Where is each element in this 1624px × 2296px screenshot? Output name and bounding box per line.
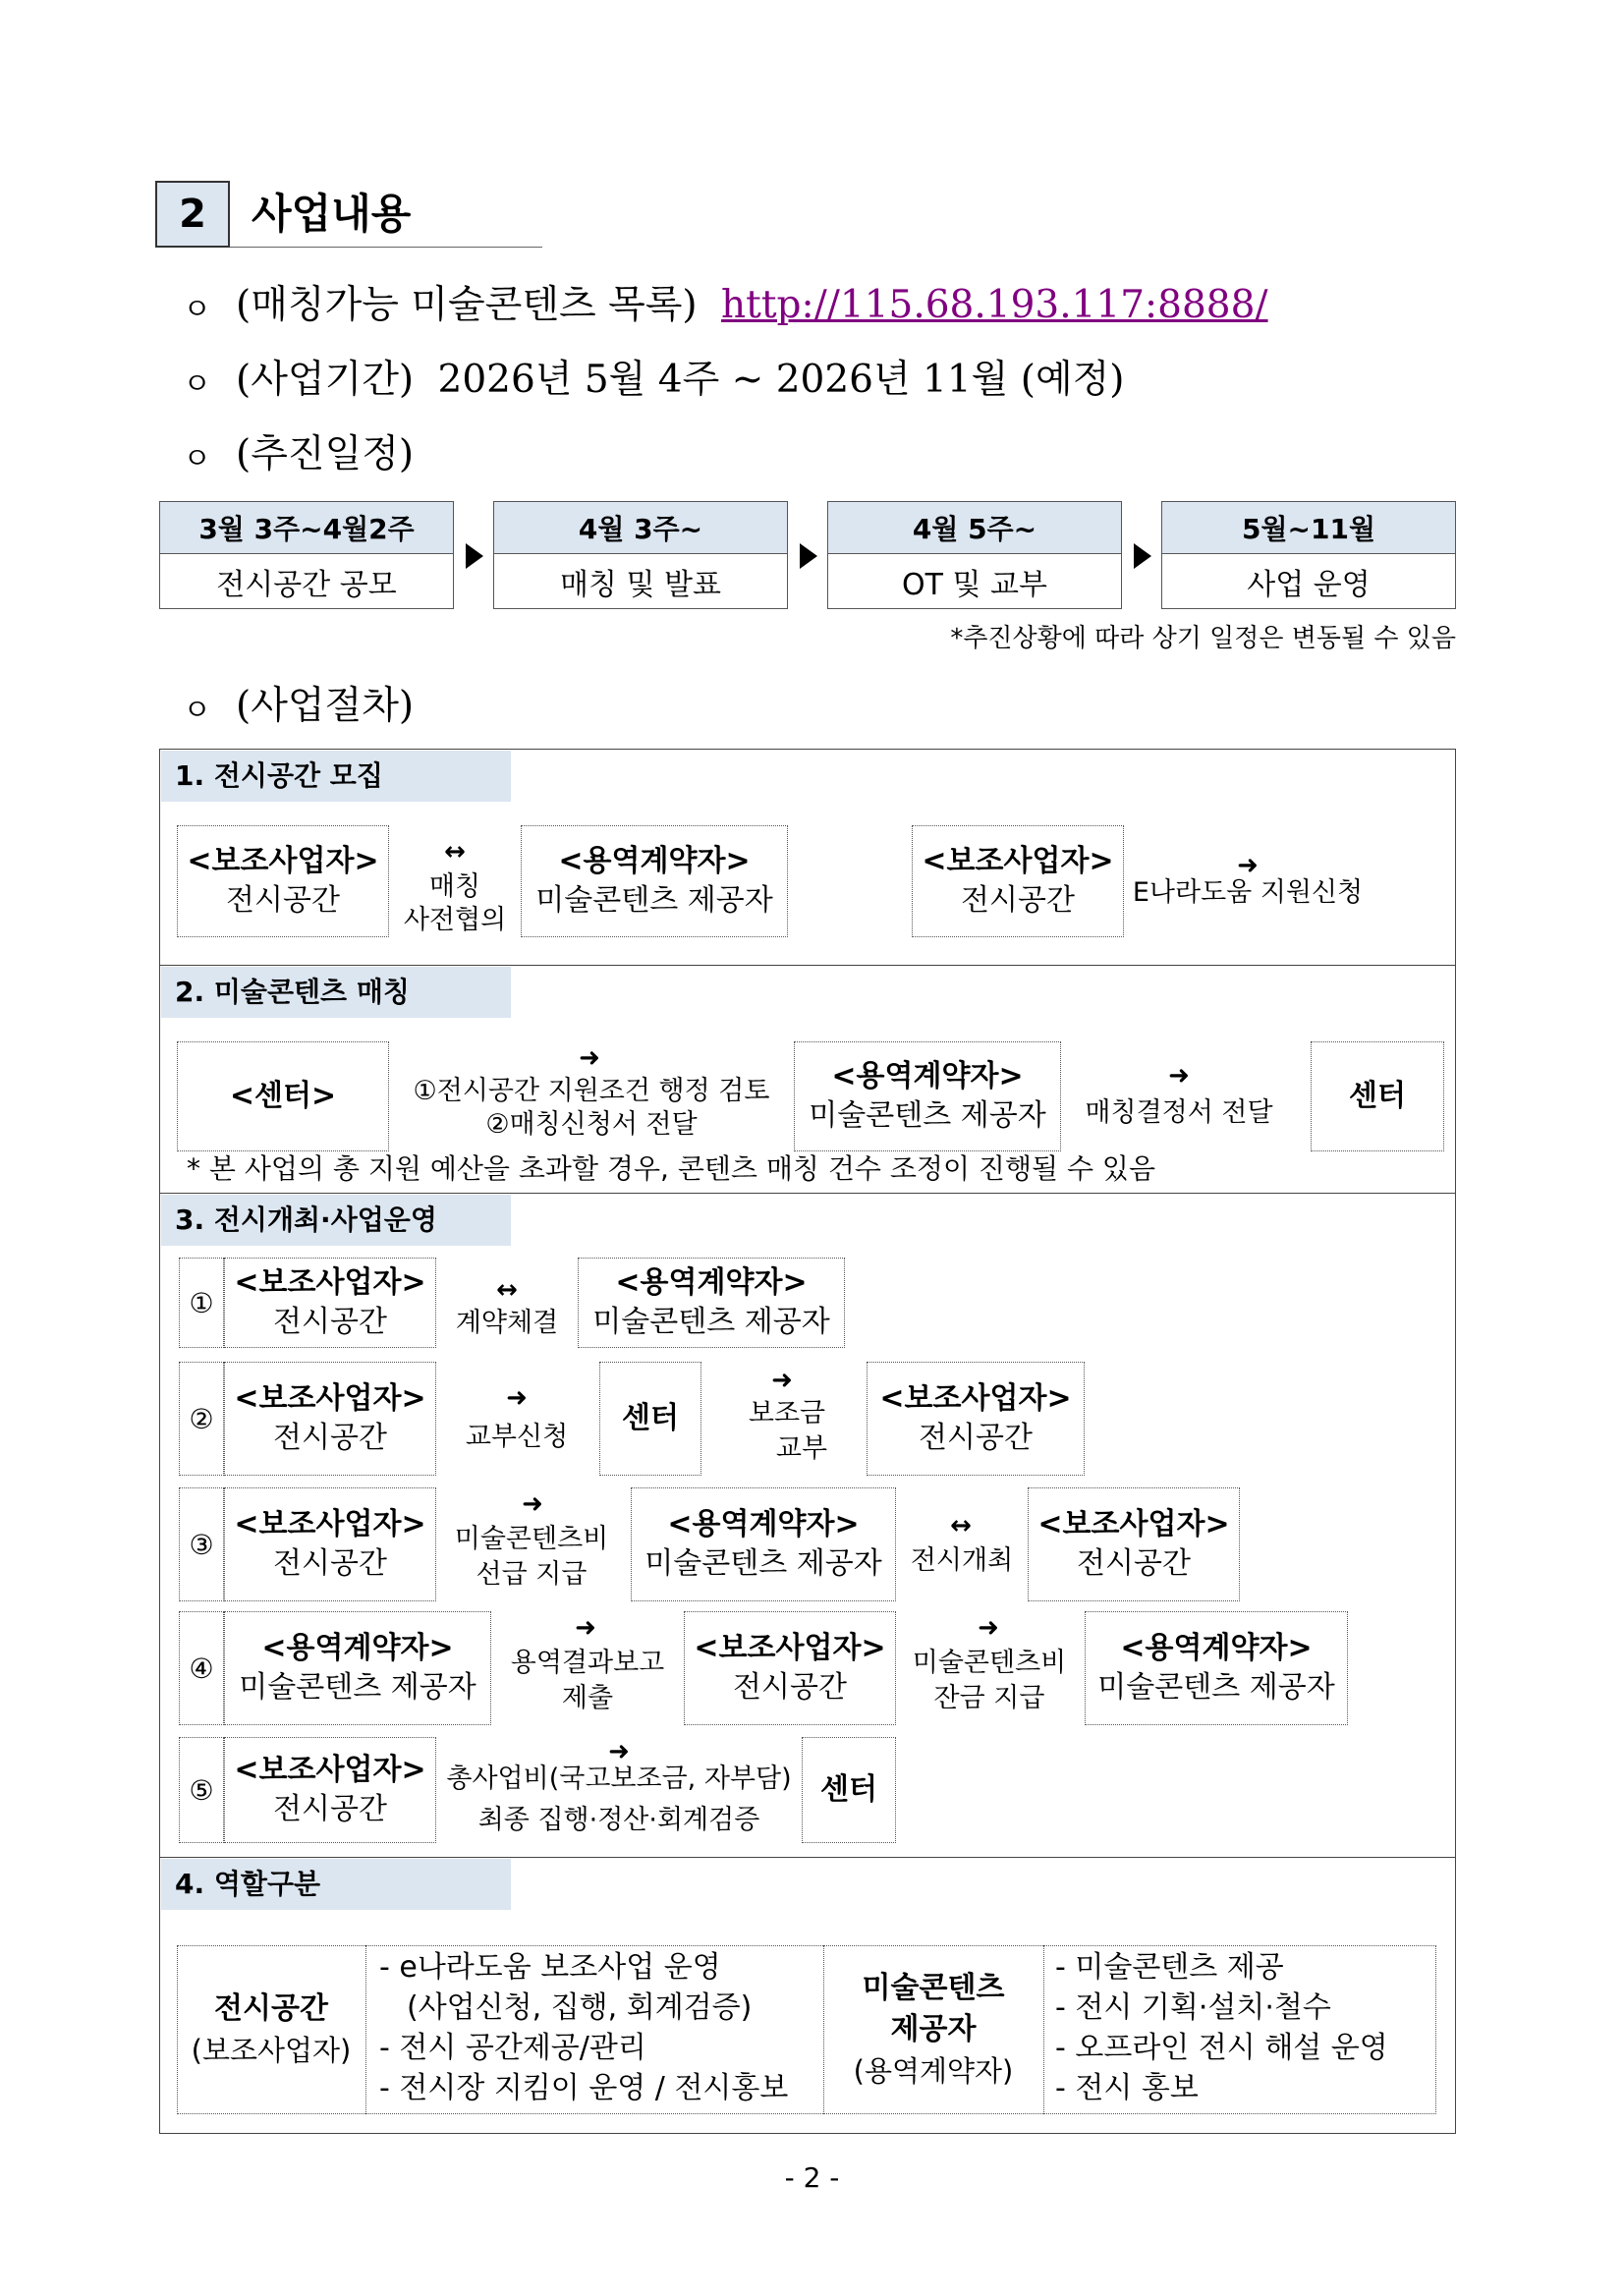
schedule-period: 4월 3주~ xyxy=(494,502,787,554)
duty-item: - 오프라인 전시 해설 운영 xyxy=(1055,2031,1388,2065)
arrow-right-icon: ➜ xyxy=(575,1613,596,1643)
grant-request-label: 교부신청 xyxy=(465,1422,569,1452)
deliver-label: 매칭결정서 전달 xyxy=(1085,1097,1273,1128)
exhibition-open-label: 전시개최 xyxy=(910,1545,1014,1576)
service-contractor-box xyxy=(578,1258,845,1348)
role-name-exhibition-space xyxy=(177,1945,365,2114)
balance-payment-label xyxy=(900,1645,1079,1717)
matching-text-2: 사전협의 xyxy=(403,905,507,935)
schedule-label: (추진일정) xyxy=(236,432,415,476)
role-body: 미술콘텐츠 제공자 xyxy=(535,883,773,918)
grant-text-2: 교부 xyxy=(775,1433,828,1464)
role-head: <보조사업자> xyxy=(879,1381,1072,1416)
payment-text-1: 미술콘텐츠비 xyxy=(454,1524,609,1554)
section-divider xyxy=(159,1857,1456,1858)
service-contractor-box xyxy=(1085,1611,1348,1725)
role-name: 미술콘텐츠 xyxy=(862,1971,1005,2005)
arrow-right-icon xyxy=(800,543,817,569)
row-number: ⑤ xyxy=(179,1737,224,1843)
role-body: 미술콘텐츠 제공자 xyxy=(592,1305,830,1339)
section-number: 2 xyxy=(179,192,206,237)
subsidy-recipient-box xyxy=(224,1362,436,1476)
center-box: <센터> xyxy=(177,1041,389,1151)
schedule-step-1 xyxy=(159,501,454,609)
bidirectional-arrow-icon: ↔ xyxy=(496,1275,518,1305)
catalog-line xyxy=(236,281,1268,330)
section-title: 사업내용 xyxy=(252,190,412,238)
roles-divider xyxy=(365,1945,366,2114)
role-head: <보조사업자> xyxy=(234,1265,426,1300)
role-body: 전시공간 xyxy=(273,1792,387,1826)
role-name: 전시공간 xyxy=(214,1991,328,2026)
duty-item: - e나라도움 보조사업 운영 xyxy=(379,1950,721,1985)
role-body: 전시공간 xyxy=(273,1546,387,1581)
period-value: 2026년 5월 4주 ~ 2026년 11월 (예정) xyxy=(437,358,1125,402)
center-box: 센터 xyxy=(1311,1041,1444,1151)
role-body: 전시공간 xyxy=(733,1670,847,1705)
role-body: 전시공간 xyxy=(961,883,1075,918)
section-divider xyxy=(159,965,1456,966)
subsidy-recipient-box xyxy=(912,825,1124,937)
subsidy-recipient-box xyxy=(224,1737,436,1843)
final-text-1: 총사업비(국고보조금, 자부담) xyxy=(446,1764,792,1794)
subsidy-recipient-box xyxy=(684,1611,896,1725)
duty-item: - 전시 기획·설치·철수 xyxy=(1055,1990,1331,2025)
schedule-period: 4월 5주~ xyxy=(828,502,1121,554)
arrow-right-icon: ➜ xyxy=(579,1043,600,1073)
role-body: 전시공간 xyxy=(273,1421,387,1455)
role-name-content-provider xyxy=(823,1945,1043,2114)
row-number: ④ xyxy=(179,1611,224,1725)
role-head: <보조사업자> xyxy=(234,1507,426,1541)
schedule-step-4 xyxy=(1161,501,1456,609)
contract-label: 계약체결 xyxy=(455,1308,559,1338)
arrow-right-icon: ➜ xyxy=(522,1489,543,1519)
matching-step-1: ①전시공간 지원조건 행정 검토 xyxy=(413,1076,770,1106)
schedule-task: OT 및 교부 xyxy=(902,568,1047,602)
role-body: 전시공간 xyxy=(1077,1546,1191,1581)
procedure-label: (사업절차) xyxy=(236,684,415,728)
payment-text-2: 잔금 지급 xyxy=(933,1683,1045,1713)
matching-steps xyxy=(397,1073,786,1144)
matching-note: * 본 사업의 총 지원 예산을 초과할 경우, 콘텐츠 매칭 건수 조정이 진행될 수 있음 xyxy=(187,1152,1155,1185)
bidirectional-arrow-icon: ↔ xyxy=(950,1511,972,1540)
row-number: ③ xyxy=(179,1487,224,1601)
report-text-1: 용역결과보고 xyxy=(510,1648,665,1678)
role-duties-exhibition-space xyxy=(379,1945,821,2108)
schedule-task: 전시공간 공모 xyxy=(216,568,397,602)
schedule-task: 사업 운영 xyxy=(1247,568,1371,602)
schedule-note: *추진상황에 따라 상기 일정은 변동될 수 있음 xyxy=(950,624,1456,653)
matching-label xyxy=(391,868,519,939)
role-body: 전시공간 xyxy=(273,1305,387,1339)
section-number-box xyxy=(155,181,230,248)
bidirectional-arrow-icon: ↔ xyxy=(444,837,466,867)
service-contractor-box xyxy=(794,1041,1061,1151)
duty-item: - 미술콘텐츠 제공 xyxy=(1055,1950,1284,1985)
subsidy-recipient-box xyxy=(177,825,389,937)
role-head: <보조사업자> xyxy=(234,1381,426,1416)
role-head: <보조사업자> xyxy=(187,844,379,878)
section-title-underline xyxy=(230,247,542,248)
role-head: <보조사업자> xyxy=(1037,1507,1230,1541)
procedure-step-2-title: 2. 미술콘텐츠 매칭 xyxy=(161,967,511,1018)
arrow-right-icon: ➜ xyxy=(1168,1061,1190,1091)
procedure-step-4-title: 4. 역할구분 xyxy=(161,1859,511,1910)
bullet-icon: ㅇ xyxy=(183,694,211,728)
advance-payment-label xyxy=(442,1521,621,1594)
role-sub: (보조사업자) xyxy=(191,2034,352,2067)
duty-item: - 전시 공간제공/관리 xyxy=(379,2031,646,2065)
arrow-right-icon xyxy=(466,543,483,569)
catalog-link[interactable]: http://115.68.193.117:8888/ xyxy=(721,283,1268,327)
schedule-task: 매칭 및 발표 xyxy=(560,568,721,602)
role-head: <용역계약자> xyxy=(831,1059,1024,1093)
procedure-step-3-title: 3. 전시개최·사업운영 xyxy=(161,1195,511,1246)
subsidy-recipient-box xyxy=(224,1258,436,1348)
duty-item: - 전시 홍보 xyxy=(1055,2071,1199,2105)
service-contractor-box xyxy=(631,1487,896,1601)
arrow-right-icon: ➜ xyxy=(771,1366,793,1395)
subsidy-recipient-box xyxy=(867,1362,1085,1476)
catalog-label: (매칭가능 미술콘텐츠 목록) xyxy=(236,283,698,327)
matching-step-2: ②매칭신청서 전달 xyxy=(485,1109,698,1140)
grant-text-1: 보조금 xyxy=(748,1398,826,1428)
role-duties-content-provider xyxy=(1055,1945,1434,2108)
final-settlement-label xyxy=(440,1761,798,1839)
role-body: 미술콘텐츠 제공자 xyxy=(644,1546,882,1581)
duty-item: - 전시장 지킴이 운영 / 전시홍보 xyxy=(379,2071,789,2105)
role-head: <용역계약자> xyxy=(615,1265,808,1300)
arrow-right-icon: ➜ xyxy=(978,1613,999,1643)
arrow-right-icon: ➜ xyxy=(506,1383,528,1413)
row-number: ② xyxy=(179,1362,224,1476)
arrow-right-icon xyxy=(1134,543,1151,569)
schedule-period: 5월~11월 xyxy=(1162,502,1455,554)
role-head: <보조사업자> xyxy=(922,844,1114,878)
role-body: 미술콘텐츠 제공자 xyxy=(239,1670,476,1705)
role-name: 제공자 xyxy=(890,2012,977,2046)
row-number: ① xyxy=(179,1258,224,1348)
role-head: <보조사업자> xyxy=(234,1753,426,1787)
role-sub: (용역계약자) xyxy=(853,2054,1014,2088)
schedule-period: 3월 3주~4월2주 xyxy=(160,502,453,554)
matching-text-1: 매칭 xyxy=(428,871,481,902)
role-head: <보조사업자> xyxy=(694,1631,886,1665)
center-box: 센터 xyxy=(802,1737,896,1843)
grant-issue-label xyxy=(723,1395,851,1468)
arrow-right-icon: ➜ xyxy=(1237,851,1259,880)
payment-text-2: 선급 지급 xyxy=(476,1559,588,1590)
role-body: 미술콘텐츠 제공자 xyxy=(809,1098,1046,1133)
schedule-step-2 xyxy=(493,501,788,609)
procedure-step-1-title: 1. 전시공간 모집 xyxy=(161,751,511,802)
final-text-2: 최종 집행·정산·회계검증 xyxy=(477,1805,760,1835)
report-label xyxy=(497,1645,678,1717)
center-box: 센터 xyxy=(599,1362,701,1476)
section-divider xyxy=(159,1193,1456,1194)
role-head: <용역계약자> xyxy=(558,844,751,878)
apply-label: E나라도움 지원신청 xyxy=(1132,877,1364,908)
period-label: (사업기간) xyxy=(236,358,415,402)
role-head: <용역계약자> xyxy=(1120,1631,1313,1665)
schedule-step-3 xyxy=(827,501,1122,609)
service-contractor-box xyxy=(224,1611,491,1725)
role-body: 전시공간 xyxy=(919,1421,1033,1455)
period-line xyxy=(236,356,1125,405)
role-body: 전시공간 xyxy=(226,883,340,918)
service-contractor-box xyxy=(521,825,788,937)
arrow-right-icon: ➜ xyxy=(608,1737,630,1766)
bullet-icon: ㅇ xyxy=(183,293,211,327)
payment-text-1: 미술콘텐츠비 xyxy=(912,1648,1067,1678)
role-head: <용역계약자> xyxy=(261,1631,454,1665)
page-number: - 2 - xyxy=(784,2161,840,2194)
subsidy-recipient-box xyxy=(224,1487,436,1601)
role-body: 미술콘텐츠 제공자 xyxy=(1097,1670,1335,1705)
bullet-icon: ㅇ xyxy=(183,367,211,402)
duty-item: (사업신청, 집행, 회계검증) xyxy=(407,1990,753,2025)
roles-divider xyxy=(1043,1945,1044,2114)
role-head: <용역계약자> xyxy=(667,1507,860,1541)
subsidy-recipient-box xyxy=(1028,1487,1240,1601)
bullet-icon: ㅇ xyxy=(183,442,211,476)
report-text-2: 제출 xyxy=(561,1683,614,1713)
